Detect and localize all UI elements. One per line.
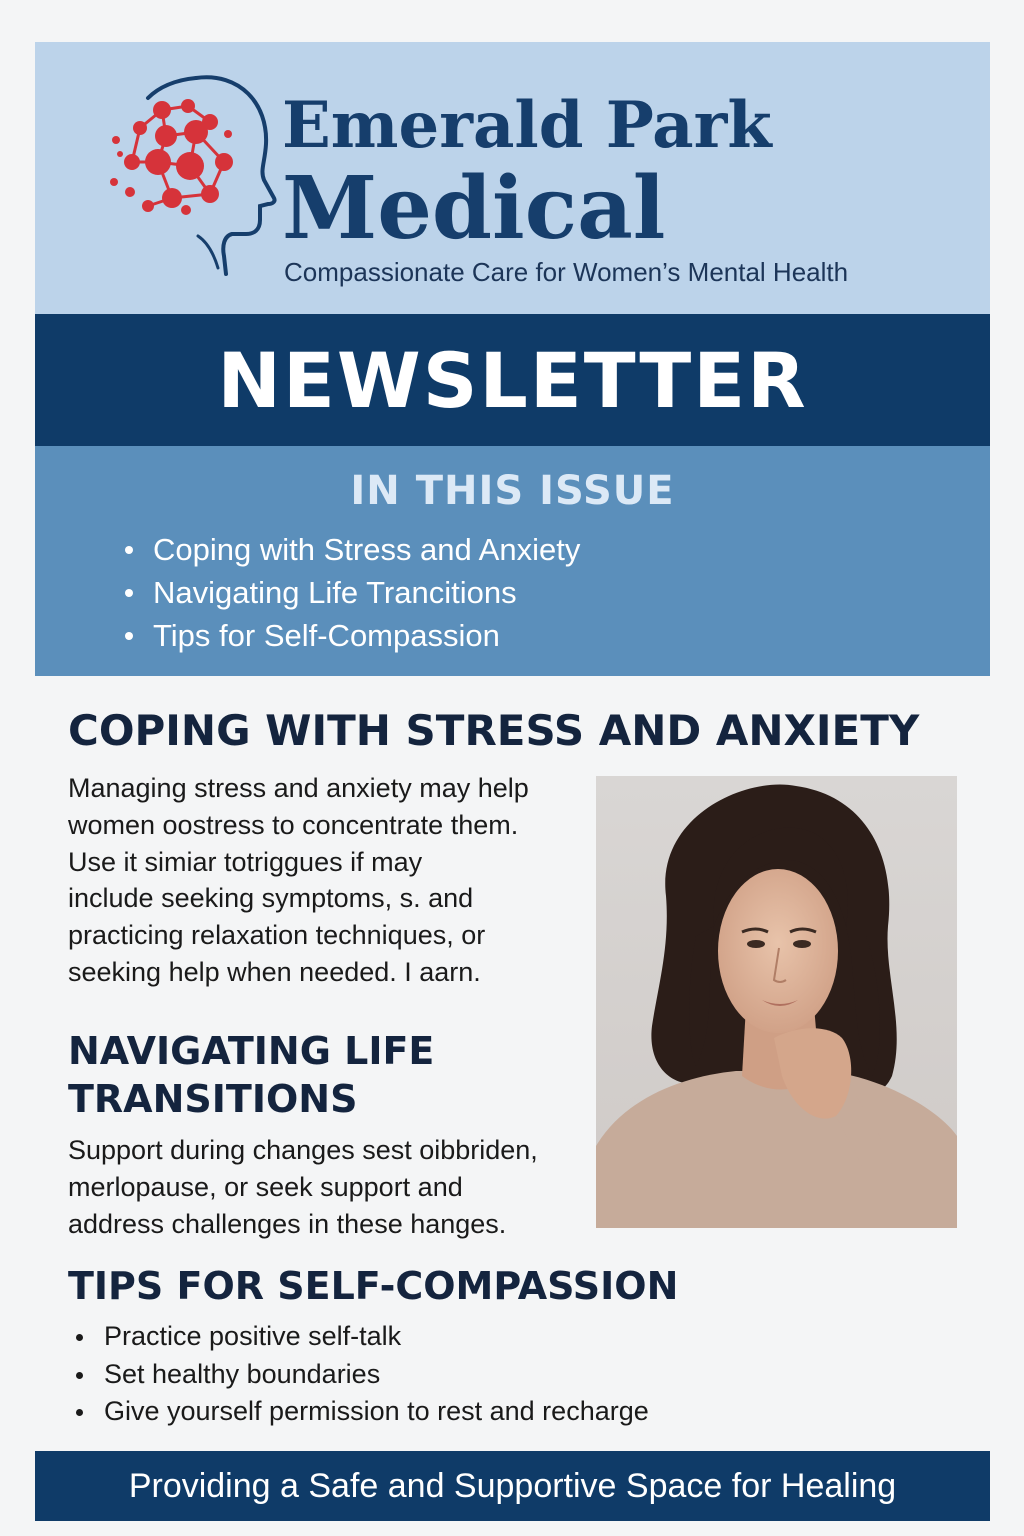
self-compassion-tips-list [74, 1318, 649, 1431]
brand-name-line1: Emerald Park [282, 88, 772, 163]
in-this-issue-list [123, 528, 580, 657]
head-network-logo-icon [100, 70, 280, 280]
in-this-issue-panel [35, 446, 990, 676]
tagline: Compassionate Care for Women’s Mental Health [284, 257, 849, 287]
woman-portrait-photo [596, 776, 957, 1228]
self-compassion-section-heading: TIPS FOR SELF-COMPASSION [68, 1264, 679, 1308]
issue-item[interactable]: Tips for Self-Compassion [123, 614, 580, 657]
newsletter-banner [35, 314, 990, 446]
issue-item[interactable]: Navigating Life Trancitions [123, 571, 580, 614]
transitions-section-body: Support during changes sest oibbriden, merlopause, or seek support and address challenges in these hanges. [68, 1135, 538, 1239]
stress-section-heading: COPING WITH STRESS AND ANXIETY [68, 706, 920, 755]
footer-text: Providing a Safe and Supportive Space for Healing [128, 1466, 897, 1505]
tip-item: Practice positive self-talk [74, 1318, 649, 1356]
brand-name-line2: Medical [282, 158, 666, 259]
stress-section-body: Managing stress and anxiety may help women oostress to concentrate them. Use it simiar totriggues if may include seeking symptoms, s. and practicing relaxation techniques, or seeking help when needed. I aarn. [68, 773, 529, 987]
tip-item: Set healthy boundaries [74, 1356, 649, 1394]
in-this-issue-heading: IN THIS ISSUE [350, 468, 675, 514]
transitions-section-heading: NAVIGATING LIFE TRANSITIONS [68, 1029, 435, 1121]
tip-item: Give yourself permission to rest and recharge [74, 1393, 649, 1431]
newsletter-title: NEWSLETTER [217, 335, 808, 425]
issue-item[interactable]: Coping with Stress and Anxiety [123, 528, 580, 571]
footer-banner [35, 1451, 990, 1521]
